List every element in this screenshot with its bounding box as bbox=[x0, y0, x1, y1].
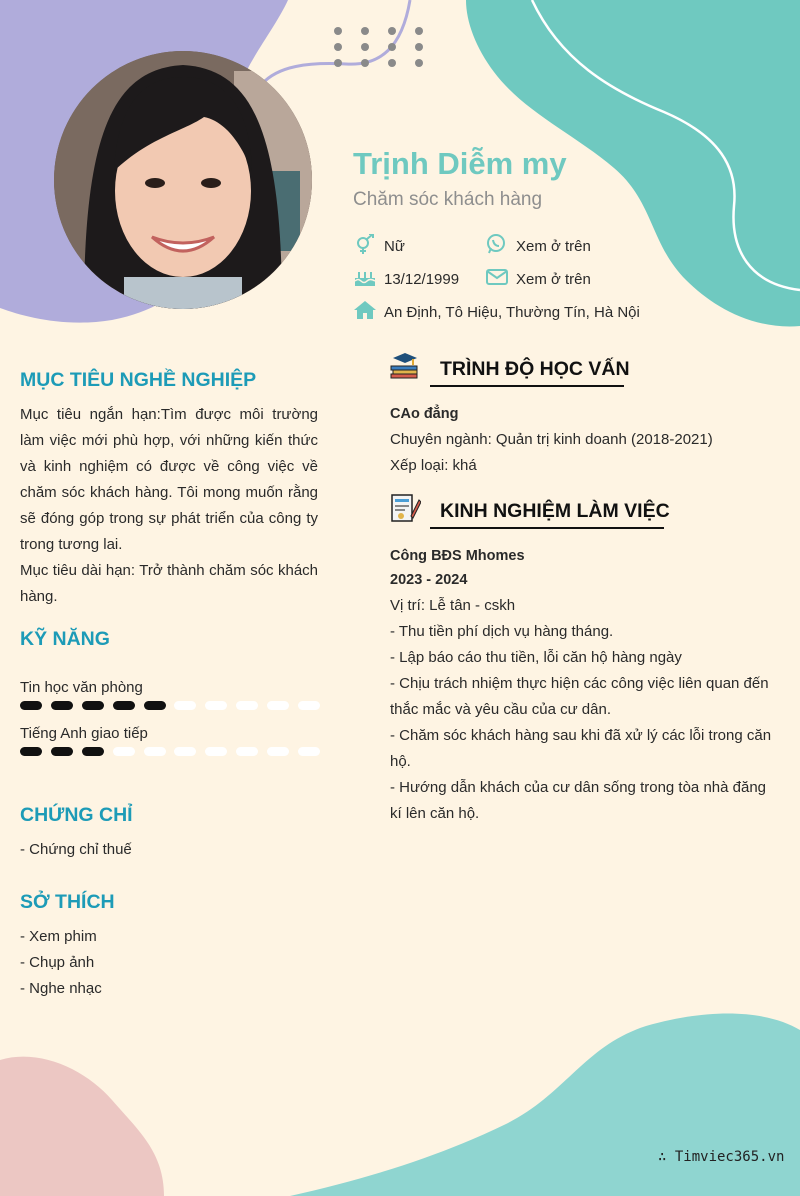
education-heading: TRÌNH ĐỘ HỌC VẤN bbox=[440, 358, 630, 380]
education-block bbox=[390, 401, 778, 479]
birthday-value: 13/12/1999 bbox=[384, 271, 460, 288]
skill-dot bbox=[267, 701, 289, 710]
education-underline bbox=[430, 385, 624, 387]
skill-dot bbox=[205, 747, 227, 756]
education-books-icon bbox=[389, 350, 421, 382]
experience-block bbox=[390, 543, 778, 827]
home-icon bbox=[354, 300, 376, 320]
job-title: Chăm sóc khách hàng bbox=[353, 189, 543, 210]
email-value: Xem ở trên bbox=[516, 271, 591, 288]
experience-duty: - Chăm sóc khách hàng sau khi đã xử lý các lỗi trong căn hộ. bbox=[390, 727, 772, 770]
experience-duty: - Lập báo cáo thu tiền, lỗi căn hộ hàng ngày bbox=[390, 649, 682, 666]
experience-company: Công BĐS Mhomes bbox=[390, 548, 525, 564]
gender-icon bbox=[354, 234, 376, 254]
education-school: CAo đẳng bbox=[390, 406, 459, 422]
skill-rating bbox=[20, 747, 320, 757]
experience-position: Vị trí: Lễ tân - cskh bbox=[390, 597, 516, 614]
email-icon bbox=[486, 267, 508, 287]
experience-heading: KINH NGHIỆM LÀM VIỆC bbox=[440, 500, 670, 522]
skill-dot bbox=[174, 747, 196, 756]
skill-dot bbox=[20, 701, 42, 710]
skill-dot bbox=[51, 701, 73, 710]
skill-name: Tiếng Anh giao tiếp bbox=[20, 725, 148, 742]
skill-dot bbox=[144, 747, 166, 756]
hobby-item: - Xem phim bbox=[20, 928, 97, 945]
hobbies-list bbox=[20, 924, 102, 1002]
candidate-name: Trịnh Diễm my bbox=[353, 146, 567, 181]
skill-dot bbox=[113, 701, 135, 710]
education-grade: Xếp loại: khá bbox=[390, 457, 477, 474]
long-term-objective: Mục tiêu dài hạn: Trở thành chăm sóc khách hàng. bbox=[20, 562, 318, 605]
skill-dot bbox=[205, 701, 227, 710]
hobbies-heading: SỞ THÍCH bbox=[20, 891, 115, 913]
hobby-item: - Chụp ảnh bbox=[20, 954, 95, 971]
objective-heading: MỤC TIÊU NGHỀ NGHIỆP bbox=[20, 369, 257, 391]
skill-dot bbox=[236, 701, 258, 710]
experience-underline bbox=[430, 527, 664, 529]
skill-dot bbox=[82, 747, 104, 756]
skill-dot bbox=[113, 747, 135, 756]
phone-icon bbox=[486, 234, 508, 254]
certificates-heading: CHỨNG CHỈ bbox=[20, 804, 133, 826]
skill-name: Tin học văn phòng bbox=[20, 679, 143, 696]
skill-dot bbox=[236, 747, 258, 756]
address-value: An Định, Tô Hiệu, Thường Tín, Hà Nội bbox=[384, 304, 640, 321]
experience-duty: - Hướng dẫn khách của cư dân sống trong tòa nhà đăng kí lên căn hộ. bbox=[390, 779, 767, 822]
profile-photo bbox=[54, 51, 312, 309]
skill-dot bbox=[298, 747, 320, 756]
short-term-objective: Mục tiêu ngắn hạn:Tìm được môi trường làm việc mới phù hợp, với những kiến thức và kinh nghiệm có được về công việc về chăm sóc khách hàng. Tôi mong muốn rằng sẽ đóng góp trong sự phát triển của công ty trong tương lai. bbox=[20, 406, 318, 553]
experience-period: 2023 - 2024 bbox=[390, 572, 468, 588]
skill-dot bbox=[51, 747, 73, 756]
hobby-item: - Nghe nhạc bbox=[20, 980, 102, 997]
phone-value: Xem ở trên bbox=[516, 238, 591, 255]
education-major: Chuyên ngành: Quản trị kinh doanh (2018-2021) bbox=[390, 431, 713, 448]
skill-dot bbox=[20, 747, 42, 756]
experience-duty: - Chịu trách nhiệm thực hiện các công việc liên quan đến thắc mắc và yêu cầu của cư dân. bbox=[390, 675, 769, 718]
skill-dot bbox=[82, 701, 104, 710]
experience-duty: - Thu tiền phí dịch vụ hàng tháng. bbox=[390, 623, 614, 640]
birthday-cake-icon bbox=[354, 267, 376, 287]
brand-watermark: ∴ Timviec365.vn bbox=[658, 1149, 785, 1165]
skill-dot bbox=[298, 701, 320, 710]
work-experience-icon bbox=[389, 492, 421, 524]
skill-dot bbox=[144, 701, 166, 710]
certificates-list bbox=[20, 837, 132, 863]
objective-text bbox=[20, 402, 318, 610]
certificate-item: - Chứng chỉ thuế bbox=[20, 841, 132, 858]
brand-name: Timviec365.vn bbox=[674, 1149, 785, 1165]
skill-dot bbox=[267, 747, 289, 756]
skill-dot bbox=[174, 701, 196, 710]
gender-value: Nữ bbox=[384, 238, 405, 255]
skills-heading: KỸ NĂNG bbox=[20, 628, 110, 650]
skill-rating bbox=[20, 701, 320, 711]
